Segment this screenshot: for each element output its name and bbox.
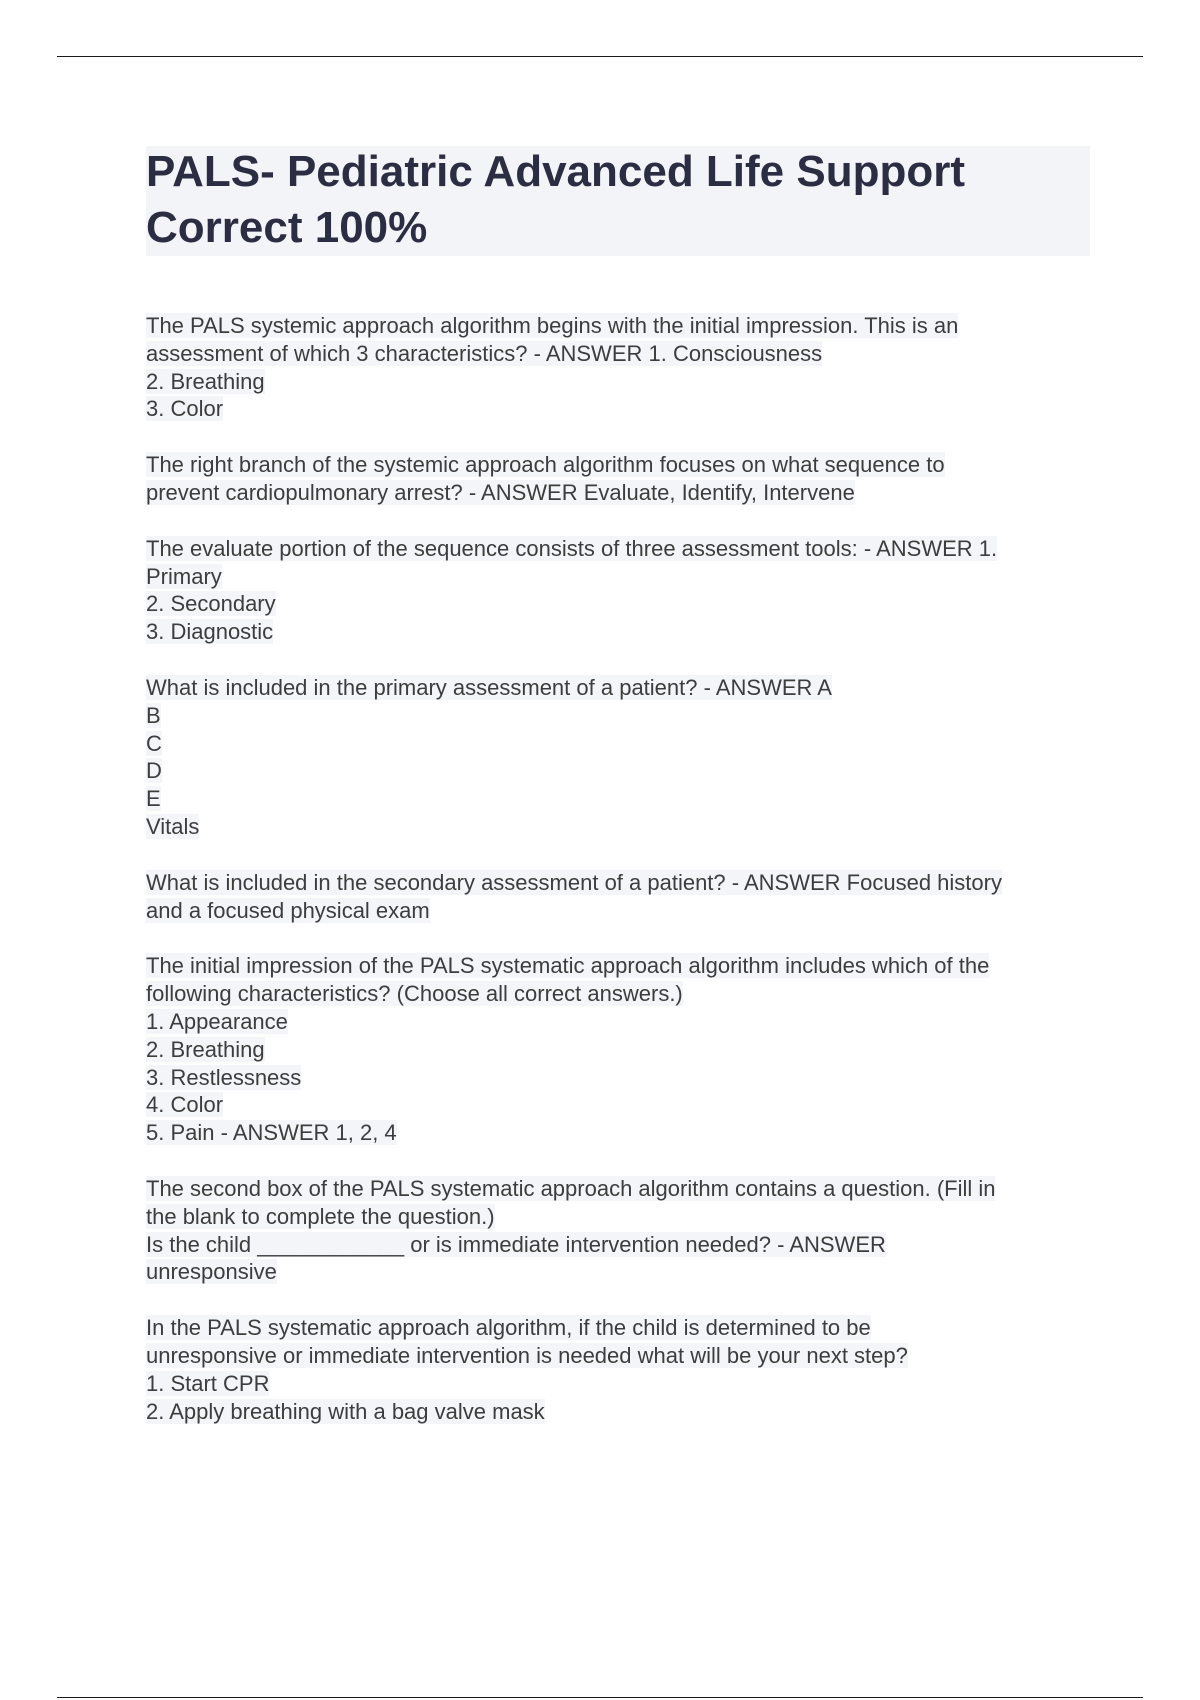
qa-item xyxy=(146,869,1094,925)
qa-item xyxy=(146,451,1094,507)
qa-line xyxy=(146,1036,1094,1064)
qa-line xyxy=(146,1119,1094,1147)
qa-line xyxy=(146,1175,1094,1203)
qa-line-text: unresponsive or immediate intervention is needed what will be your next step? xyxy=(146,1342,908,1368)
qa-line xyxy=(146,813,1094,841)
qa-line xyxy=(146,1342,1094,1370)
qa-line-text: the blank to complete the question.) xyxy=(146,1203,495,1229)
qa-line-text: and a focused physical exam xyxy=(146,897,430,923)
qa-line xyxy=(146,618,1094,646)
qa-line-text: The initial impression of the PALS systematic approach algorithm includes which of the xyxy=(146,953,990,979)
qa-line-text: The second box of the PALS systematic approach algorithm contains a question. (Fill in xyxy=(146,1175,996,1201)
qa-line xyxy=(146,395,1094,423)
qa-line-text: In the PALS systematic approach algorithm, if the child is determined to be xyxy=(146,1315,871,1341)
qa-line xyxy=(146,1091,1094,1119)
qa-line-text: What is included in the secondary assessment of a patient? - ANSWER Focused history xyxy=(146,869,1002,895)
qa-line-text: following characteristics? (Choose all correct answers.) xyxy=(146,981,683,1007)
qa-line-text: prevent cardiopulmonary arrest? - ANSWER Evaluate, Identify, Intervene xyxy=(146,479,855,505)
qa-line-text: 3. Color xyxy=(146,396,224,422)
qa-line-text: unresponsive xyxy=(146,1259,277,1285)
qa-line-text: What is included in the primary assessment of a patient? - ANSWER A xyxy=(146,674,832,700)
qa-line-text: Vitals xyxy=(146,813,200,839)
qa-line-text: Primary xyxy=(146,563,222,589)
qa-line xyxy=(146,368,1094,396)
qa-line-text: 1. Appearance xyxy=(146,1008,288,1034)
title-block xyxy=(146,146,1090,256)
qa-line xyxy=(146,757,1094,785)
qa-line xyxy=(146,1258,1094,1286)
qa-line xyxy=(146,674,1094,702)
qa-line xyxy=(146,897,1094,925)
qa-line-text: assessment of which 3 characteristics? - ANSWER 1. Consciousness xyxy=(146,340,823,366)
qa-line xyxy=(146,785,1094,813)
qa-line xyxy=(146,1370,1094,1398)
qa-line-text: 2. Breathing xyxy=(146,1036,265,1062)
qa-line xyxy=(146,312,1094,340)
qa-line xyxy=(146,1064,1094,1092)
qa-line xyxy=(146,1398,1094,1426)
qa-line-text: 4. Color xyxy=(146,1092,224,1118)
qa-line xyxy=(146,340,1094,368)
qa-line xyxy=(146,702,1094,730)
qa-line-text: C xyxy=(146,730,162,756)
qa-line xyxy=(146,479,1094,507)
qa-line xyxy=(146,1203,1094,1231)
qa-line xyxy=(146,1231,1094,1259)
document-title xyxy=(146,144,1090,256)
qa-line xyxy=(146,869,1094,897)
bottom-rule xyxy=(57,1697,1143,1698)
qa-line xyxy=(146,952,1094,980)
qa-line-text: 2. Breathing xyxy=(146,368,265,394)
qa-line-text: 2. Apply breathing with a bag valve mask xyxy=(146,1398,545,1424)
qa-item xyxy=(146,1175,1094,1286)
qa-line xyxy=(146,730,1094,758)
qa-line-text: 3. Diagnostic xyxy=(146,619,274,645)
qa-line-text: 1. Start CPR xyxy=(146,1370,270,1396)
qa-line xyxy=(146,451,1094,479)
qa-line-text: E xyxy=(146,786,161,812)
qa-line-text: 2. Secondary xyxy=(146,591,276,617)
title-line-1: PALS- Pediatric Advanced Life Support xyxy=(146,147,966,196)
qa-line xyxy=(146,1314,1094,1342)
qa-line xyxy=(146,1008,1094,1036)
qa-line xyxy=(146,980,1094,1008)
qa-line-text: Is the child ____________ or is immediate intervention needed? - ANSWER xyxy=(146,1231,886,1257)
qa-line xyxy=(146,590,1094,618)
qa-line-text: The evaluate portion of the sequence consists of three assessment tools: - ANSWER 1. xyxy=(146,535,998,561)
qa-line-text: B xyxy=(146,702,161,728)
qa-line-text: 3. Restlessness xyxy=(146,1064,302,1090)
qa-item xyxy=(146,952,1094,1147)
qa-line-text: The PALS systemic approach algorithm begins with the initial impression. This is an xyxy=(146,313,959,338)
qa-line-text: 5. Pain - ANSWER 1, 2, 4 xyxy=(146,1120,397,1146)
qa-item xyxy=(146,312,1094,423)
qa-line-text: The right branch of the systemic approach algorithm focuses on what sequence to xyxy=(146,452,945,478)
qa-line-text: D xyxy=(146,758,162,784)
qa-item xyxy=(146,674,1094,841)
qa-line xyxy=(146,535,1094,563)
top-rule xyxy=(57,56,1143,57)
qa-item xyxy=(146,535,1094,646)
qa-list xyxy=(146,312,1094,1453)
title-line-2: Correct 100% xyxy=(146,203,428,252)
qa-item xyxy=(146,1314,1094,1425)
qa-line xyxy=(146,563,1094,591)
